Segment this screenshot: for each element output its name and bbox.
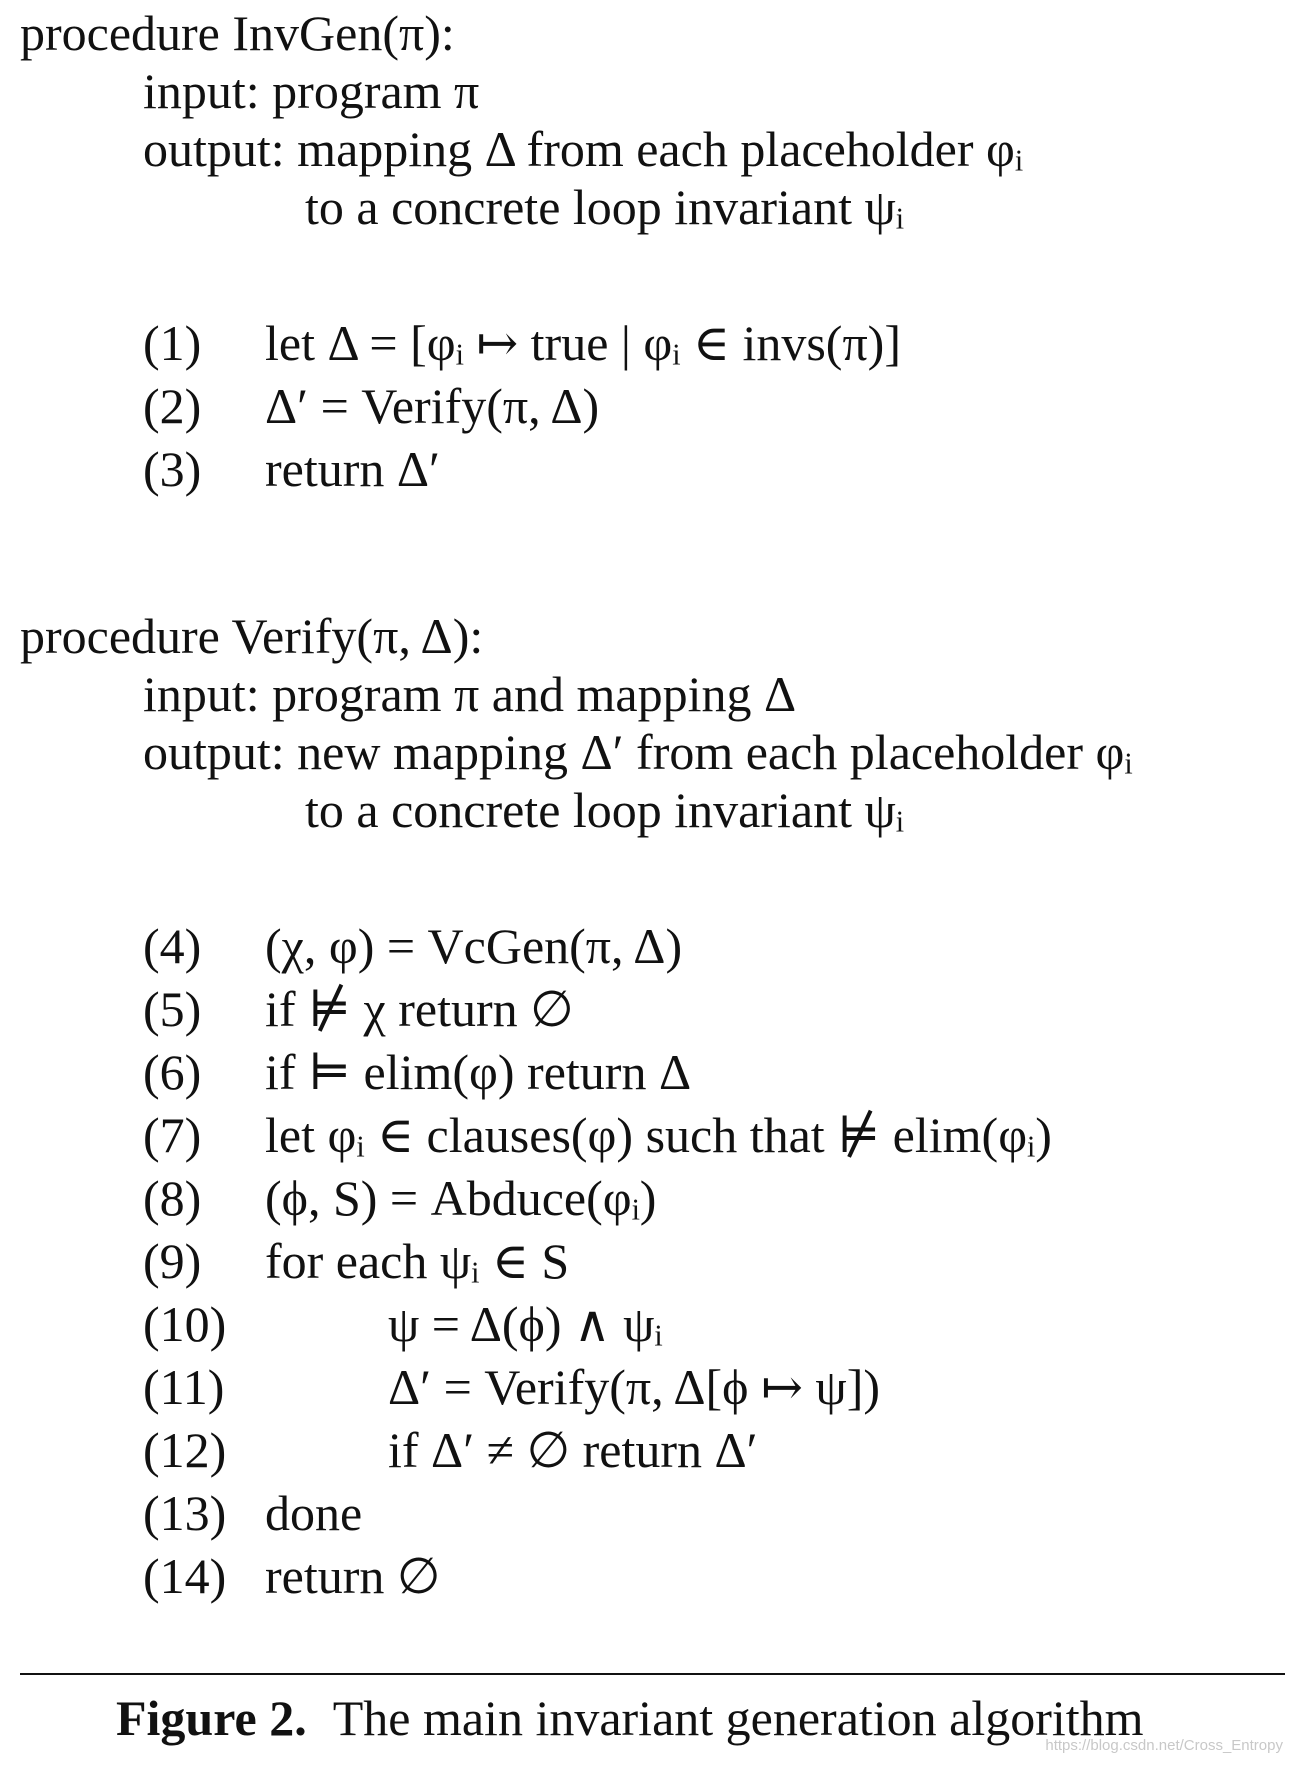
figure-caption-text: The main invariant generation algorithm xyxy=(332,1690,1144,1746)
step-number: (2) xyxy=(143,378,202,434)
step-number: (3) xyxy=(143,441,202,497)
step-statement: ψ = Δ(ϕ) ∧ ψᵢ xyxy=(388,1296,663,1352)
caption-divider xyxy=(20,1673,1285,1675)
step-statement: if ⊨ elim(φ) return Δ xyxy=(265,1044,692,1100)
procedure-verify-header: procedure Verify(π, Δ): xyxy=(20,608,484,664)
procedure-verify-output-line-1: output: new mapping Δ′ from each placeholder φᵢ xyxy=(143,724,1133,780)
procedure-invgen-output-line-2: to a concrete loop invariant ψᵢ xyxy=(305,179,904,235)
step-number: (4) xyxy=(143,918,202,974)
step-number: (13) xyxy=(143,1485,227,1541)
procedure-invgen-input: input: program π xyxy=(143,63,480,119)
step-number: (14) xyxy=(143,1548,227,1604)
step-number: (12) xyxy=(143,1422,227,1478)
step-statement: done xyxy=(265,1485,363,1541)
procedure-verify-input: input: program π and mapping Δ xyxy=(143,666,797,722)
step-statement: if ⊭ χ return ∅ xyxy=(265,981,574,1037)
procedure-invgen-header: procedure InvGen(π): xyxy=(20,5,455,61)
step-statement: let φᵢ ∈ clauses(φ) such that ⊭ elim(φᵢ) xyxy=(265,1107,1052,1163)
figure-caption xyxy=(116,1690,1144,1746)
step-statement: for each ψᵢ ∈ S xyxy=(265,1233,570,1289)
watermark: https://blog.csdn.net/Cross_Entropy xyxy=(1045,1737,1283,1754)
step-statement: return Δ′ xyxy=(265,441,440,497)
step-statement: let Δ = [φᵢ ↦ true | φᵢ ∈ invs(π)] xyxy=(265,315,901,371)
figure-label: Figure 2. xyxy=(116,1690,307,1746)
step-statement: Δ′ = Verify(π, Δ[ϕ ↦ ψ]) xyxy=(388,1359,880,1415)
step-number: (1) xyxy=(143,315,202,371)
step-statement: (χ, φ) = VcGen(π, Δ) xyxy=(265,918,683,974)
procedure-invgen-output-line-1: output: mapping Δ from each placeholder φᵢ xyxy=(143,121,1024,177)
step-number: (5) xyxy=(143,981,202,1037)
step-number: (10) xyxy=(143,1296,227,1352)
step-number: (7) xyxy=(143,1107,202,1163)
step-number: (9) xyxy=(143,1233,202,1289)
step-number: (6) xyxy=(143,1044,202,1100)
step-number: (8) xyxy=(143,1170,202,1226)
step-statement: if Δ′ ≠ ∅ return Δ′ xyxy=(388,1422,758,1478)
step-statement: (ϕ, S) = Abduce(φᵢ) xyxy=(265,1170,657,1226)
procedure-verify-output-line-2: to a concrete loop invariant ψᵢ xyxy=(305,782,904,838)
step-statement: return ∅ xyxy=(265,1548,441,1604)
step-number: (11) xyxy=(143,1359,225,1415)
step-statement: Δ′ = Verify(π, Δ) xyxy=(265,378,600,434)
